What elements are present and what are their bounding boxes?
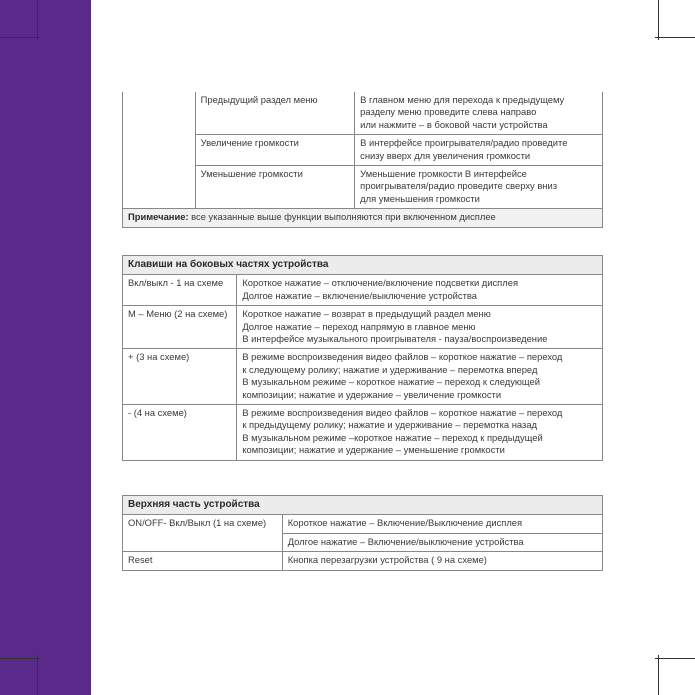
crop-mark xyxy=(0,37,40,38)
note-row xyxy=(123,209,603,227)
key-cell: Вкл/выкл - 1 на схеме xyxy=(123,275,237,306)
table-row xyxy=(123,405,603,461)
description-cell: Короткое нажатие – отключение/включение подсветки дисплея Долгое нажатие – включение/выключение устройства xyxy=(237,275,603,306)
description-cell: Короткое нажатие – возврат в предыдущий раздел меню Долгое нажатие – переход напрямую в главное меню В интерфейсе музыкального проигрывателя - пауза/воспроизведение xyxy=(237,306,603,349)
description-cell: В режиме воспроизведения видео файлов – короткое нажатие – переход к следующему ролику; нажатие и удерживание – перемотка вперед В музыкальном режиме – короткое нажатие – переход к следующей композиции; нажатие и удержание – увеличение громкости xyxy=(237,349,603,405)
crop-mark xyxy=(658,0,659,40)
table-row xyxy=(123,552,603,570)
purple-side-band xyxy=(0,0,91,695)
table-row xyxy=(123,515,603,533)
action-cell: Увеличение громкости xyxy=(195,135,355,166)
note-label: Примечание: xyxy=(128,211,189,223)
side-keys-table xyxy=(122,255,603,461)
description-cell: В главном меню для перехода к предыдущему разделу меню проведите слева направо или нажмите – в боковой части устройства xyxy=(355,92,603,135)
description-cell: Долгое нажатие – Включение/выключение устройства xyxy=(282,533,602,551)
table-row xyxy=(123,306,603,349)
crop-mark xyxy=(658,655,659,695)
description-cell: Кнопка перезагрузки устройства ( 9 на схеме) xyxy=(282,552,602,570)
description-cell: В интерфейсе проигрывателя/радио проведите снизу вверх для увеличения громкости xyxy=(355,135,603,166)
crop-mark xyxy=(37,655,38,695)
description-cell: В режиме воспроизведения видео файлов – короткое нажатие – переход к предыдущему ролику; нажатие и удерживание – перемотка назад В музыкальном режиме –короткое нажатие – переход к предыдущей композиции; нажатие и удержание – уменьшение громкости xyxy=(237,405,603,461)
top-keys-table xyxy=(122,495,603,571)
key-cell: ON/OFF- Вкл/Выкл (1 на схеме) xyxy=(123,515,283,552)
table-header-row xyxy=(123,256,603,275)
table-header-row xyxy=(123,496,603,515)
description-cell: Короткое нажатие – Включение/Выключение дисплея xyxy=(282,515,602,533)
blank-cell xyxy=(123,92,196,209)
gesture-table xyxy=(122,92,603,228)
section-title: Клавиши на боковых частях устройства xyxy=(123,256,603,275)
key-cell: Reset xyxy=(123,552,283,570)
table-row xyxy=(123,349,603,405)
description-cell: Уменьшение громкости В интерфейсе проигрывателя/радио проведите сверху вниз для уменьшения громкости xyxy=(355,166,603,209)
crop-mark xyxy=(37,0,38,40)
crop-mark xyxy=(655,658,695,659)
crop-mark xyxy=(0,658,40,659)
key-cell: + (3 на схеме) xyxy=(123,349,237,405)
table-row xyxy=(123,166,603,209)
action-cell: Предыдущий раздел меню xyxy=(195,92,355,135)
note-cell xyxy=(123,209,603,227)
crop-mark xyxy=(655,37,695,38)
table-row xyxy=(123,92,603,135)
note-text: все указанные выше функции выполняются при включенном дисплее xyxy=(188,211,496,223)
table-row xyxy=(123,275,603,306)
section-title: Верхняя часть устройства xyxy=(123,496,603,515)
table-row xyxy=(123,135,603,166)
key-cell: М – Меню (2 на схеме) xyxy=(123,306,237,349)
action-cell: Уменьшение громкости xyxy=(195,166,355,209)
key-cell: - (4 на схеме) xyxy=(123,405,237,461)
